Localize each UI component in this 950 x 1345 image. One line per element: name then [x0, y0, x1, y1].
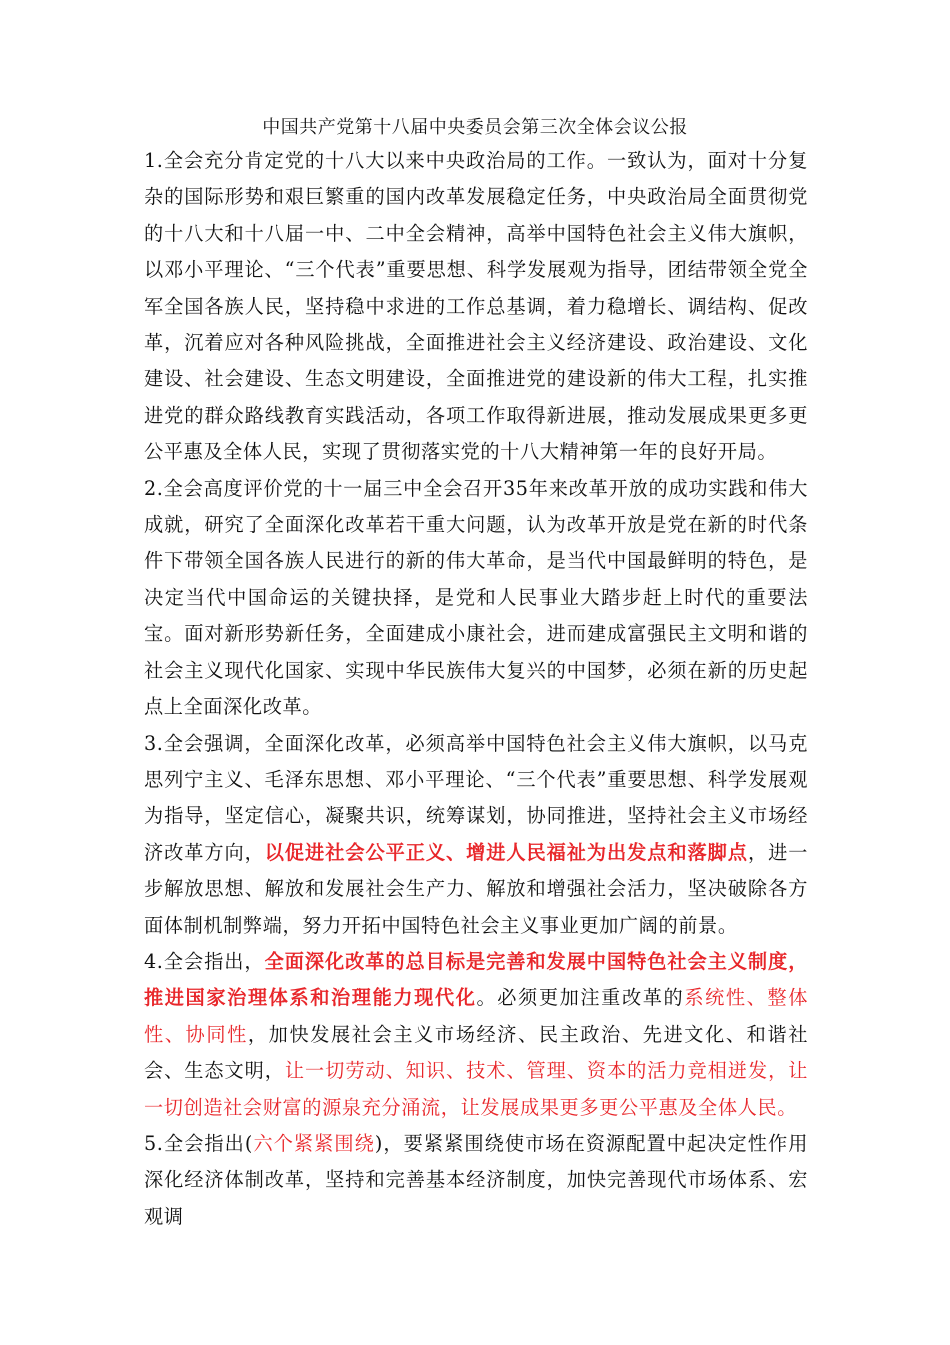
paragraph-text: 3.全会强调，全面深化改革，必须高举中国特色社会主义伟大旗帜，以马克思列宁主义、毛泽东思想、邓小平理论、“三个代表”重要思想、科学发展观为指导，坚定信心，凝聚共识，统筹谋划，协同推进，坚持社会主义市场经济改革方向，	[144, 731, 808, 864]
highlighted-text: 让一切劳动、知识、技术、管理、资本的活力竞相迸发，让一切创造社会财富的源泉充分涌流，让发展成果更多更公平惠及全体人民。	[144, 1059, 808, 1119]
paragraph-text: 4.全会指出，	[144, 949, 265, 973]
paragraph-5	[144, 1126, 808, 1235]
document-body	[144, 143, 808, 1235]
highlighted-text: 系统性、整体性、协同性	[144, 986, 809, 1046]
paragraph-text: 。必须更加注重改革的	[476, 986, 685, 1010]
paragraph-2	[144, 471, 808, 726]
highlighted-text: 全面深化改革的总目标是完善和发展中国特色社会主义制度，推进国家治理体系和治理能力现代化	[144, 949, 808, 1010]
highlighted-text: 以促进社会公平正义、增进人民福祉为出发点和落脚点	[264, 840, 748, 864]
paragraph-text: 2.全会高度评价党的十一届三中全会召开35年来改革开放的成功实践和伟大成就，研究了全面深化改革若干重大问题，认为改革开放是党在新的时代条件下带领全国各族人民进行的新的伟大革命，是当代中国最鲜明的特色，是决定当代中国命运的关键抉择，是党和人民事业大踏步赶上时代的重要法宝。面对新形势新任务，全面建成小康社会，进而建成富强民主文明和谐的社会主义现代化国家、实现中华民族伟大复兴的中国梦，必须在新的历史起点上全面深化改革。	[144, 476, 808, 719]
document-title: 中国共产党第十八届中央委员会第三次全体会议公报	[262, 117, 688, 138]
paragraph-4	[144, 944, 808, 1126]
highlighted-text: 六个紧紧围绕	[253, 1131, 375, 1155]
paragraph-text: 1.全会充分肯定党的十八大以来中央政治局的工作。一致认为，面对十分复杂的国际形势和艰巨繁重的国内改革发展稳定任务，中央政治局全面贯彻党的十八大和十八届一中、二中全会精神，高举中国特色社会主义伟大旗帜，以邓小平理论、“三个代表”重要思想、科学发展观为指导，团结带领全党全军全国各族人民，坚持稳中求进的工作总基调，着力稳增长、调结构、促改革，沉着应对各种风险挑战，全面推进社会主义经济建设、政治建设、文化建设、社会建设、生态文明建设，全面推进党的建设新的伟大工程，扎实推进党的群众路线教育实践活动，各项工作取得新进展，推动发展成果更多更公平惠及全体人民，实现了贯彻落实党的十八大精神第一年的良好开局。	[144, 149, 808, 464]
paragraph-3	[144, 726, 808, 944]
paragraph-text: )，要紧紧围绕使市场在资源配置中起决定性作用深化经济体制改革，坚持和完善基本经济制度，加快完善现代市场体系、宏观调	[144, 1131, 808, 1228]
paragraph-1	[144, 143, 808, 471]
paragraph-text: ，进一步解放思想、解放和发展社会生产力、解放和增强社会活力，坚决破除各方面体制机制弊端，努力开拓中国特色社会主义事业更加广阔的前景。	[144, 840, 808, 937]
paragraph-text: ，加快发展社会主义市场经济、民主政治、先进文化、和谐社会、生态文明，	[144, 1022, 808, 1083]
paragraph-text: 5.全会指出(	[144, 1131, 253, 1155]
